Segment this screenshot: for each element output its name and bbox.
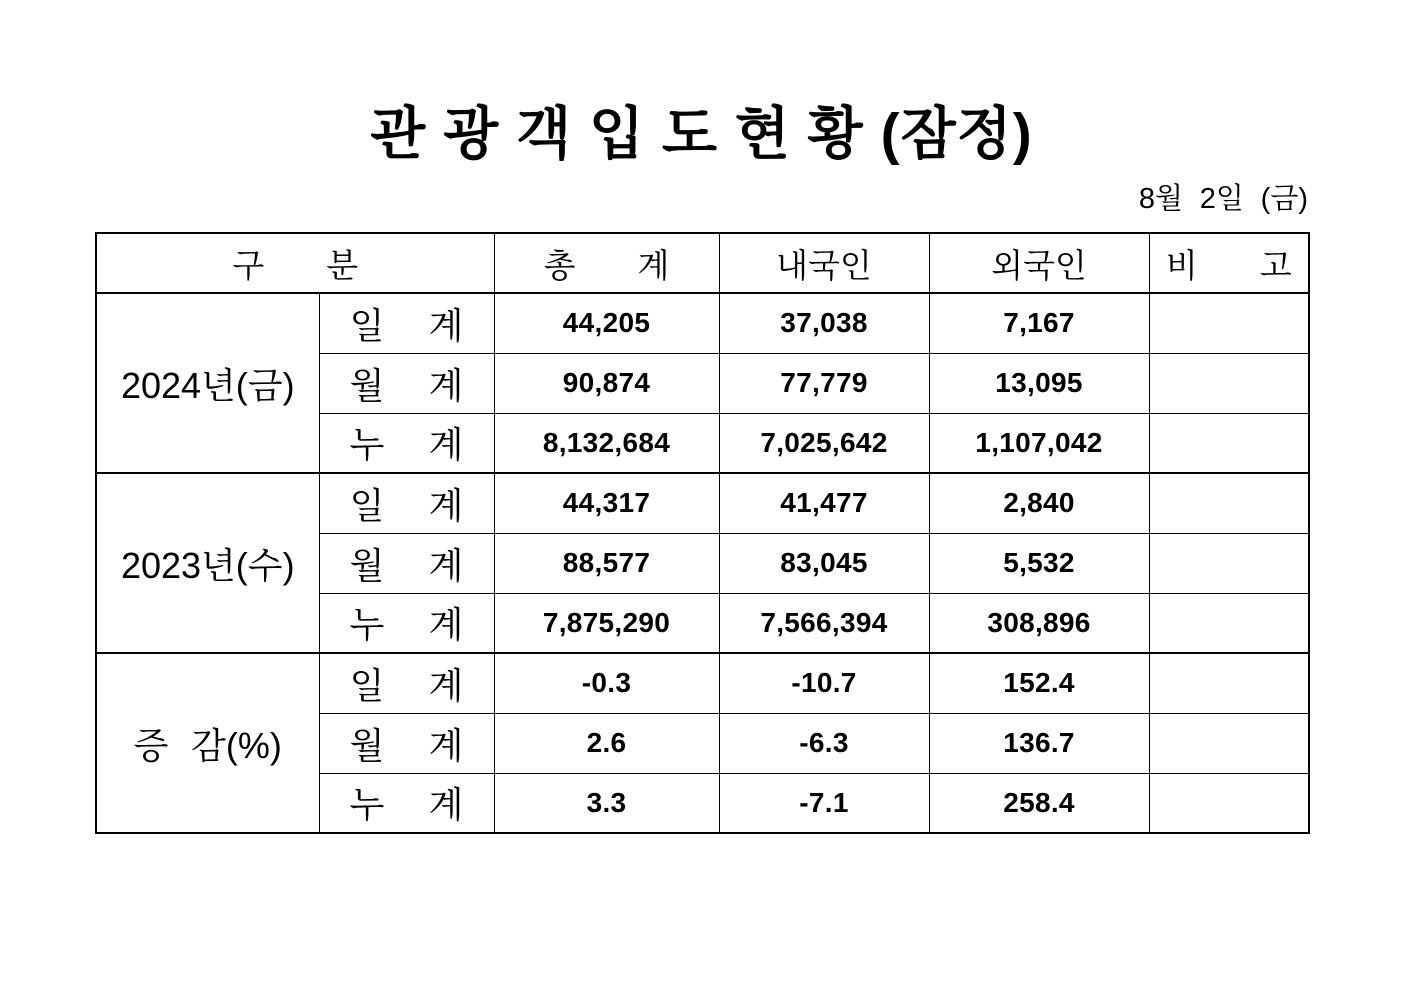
- cell-2023-monthly-foreign: 5,532: [929, 533, 1149, 593]
- cell-2023-daily-foreign: 2,840: [929, 473, 1149, 533]
- cell-2024-daily-total: 44,205: [494, 293, 719, 353]
- header-note: 비 고: [1149, 233, 1309, 293]
- cell-change-daily-total: -0.3: [494, 653, 719, 713]
- header-category: 구 분: [96, 233, 494, 293]
- report-date: 8월 2일 (금): [1138, 183, 1308, 215]
- cell-change-monthly-domestic: -6.3: [719, 713, 929, 773]
- cell-change-cumulative-foreign: 258.4: [929, 773, 1149, 833]
- sub-label-monthly: 월 계: [319, 353, 494, 413]
- cell-2023-cumulative-note: [1149, 593, 1309, 653]
- row-2024-daily: [96, 293, 1309, 353]
- tourist-arrivals-table: [95, 232, 1310, 834]
- cell-2024-daily-foreign: 7,167: [929, 293, 1149, 353]
- table-header-row: [96, 233, 1309, 293]
- header-total: 총 계: [494, 233, 719, 293]
- cell-change-daily-foreign: 152.4: [929, 653, 1149, 713]
- cell-2024-daily-domestic: 37,038: [719, 293, 929, 353]
- sub-label-cumulative: 누 계: [319, 593, 494, 653]
- group-label-change: 증 감(%): [96, 653, 319, 833]
- cell-2024-daily-note: [1149, 293, 1309, 353]
- cell-change-cumulative-domestic: -7.1: [719, 773, 929, 833]
- cell-2023-cumulative-total: 7,875,290: [494, 593, 719, 653]
- group-label-2024: 2024년(금): [96, 293, 319, 473]
- cell-change-monthly-total: 2.6: [494, 713, 719, 773]
- cell-2023-daily-total: 44,317: [494, 473, 719, 533]
- cell-change-cumulative-note: [1149, 773, 1309, 833]
- cell-2024-monthly-total: 90,874: [494, 353, 719, 413]
- sub-label-cumulative: 누 계: [319, 413, 494, 473]
- cell-change-cumulative-total: 3.3: [494, 773, 719, 833]
- header-domestic: 내국인: [719, 233, 929, 293]
- cell-change-daily-note: [1149, 653, 1309, 713]
- group-label-2023: 2023년(수): [96, 473, 319, 653]
- cell-2024-monthly-domestic: 77,779: [719, 353, 929, 413]
- cell-2023-cumulative-domestic: 7,566,394: [719, 593, 929, 653]
- cell-2024-monthly-foreign: 13,095: [929, 353, 1149, 413]
- cell-2024-monthly-note: [1149, 353, 1309, 413]
- cell-change-daily-domestic: -10.7: [719, 653, 929, 713]
- sub-label-daily: 일 계: [319, 473, 494, 533]
- sub-label-cumulative: 누 계: [319, 773, 494, 833]
- cell-2024-cumulative-foreign: 1,107,042: [929, 413, 1149, 473]
- row-2023-daily: [96, 473, 1309, 533]
- cell-2023-cumulative-foreign: 308,896: [929, 593, 1149, 653]
- sub-label-monthly: 월 계: [319, 713, 494, 773]
- sub-label-daily: 일 계: [319, 293, 494, 353]
- cell-2024-cumulative-total: 8,132,684: [494, 413, 719, 473]
- cell-2023-daily-note: [1149, 473, 1309, 533]
- cell-2023-monthly-domestic: 83,045: [719, 533, 929, 593]
- cell-change-monthly-foreign: 136.7: [929, 713, 1149, 773]
- cell-2023-monthly-total: 88,577: [494, 533, 719, 593]
- cell-2024-cumulative-note: [1149, 413, 1309, 473]
- sub-label-monthly: 월 계: [319, 533, 494, 593]
- cell-2024-cumulative-domestic: 7,025,642: [719, 413, 929, 473]
- page-title: 관 광 객 입 도 현 황 (잠정): [370, 102, 1033, 166]
- row-change-daily: [96, 653, 1309, 713]
- cell-change-monthly-note: [1149, 713, 1309, 773]
- header-foreign: 외국인: [929, 233, 1149, 293]
- sub-label-daily: 일 계: [319, 653, 494, 713]
- cell-2023-monthly-note: [1149, 533, 1309, 593]
- cell-2023-daily-domestic: 41,477: [719, 473, 929, 533]
